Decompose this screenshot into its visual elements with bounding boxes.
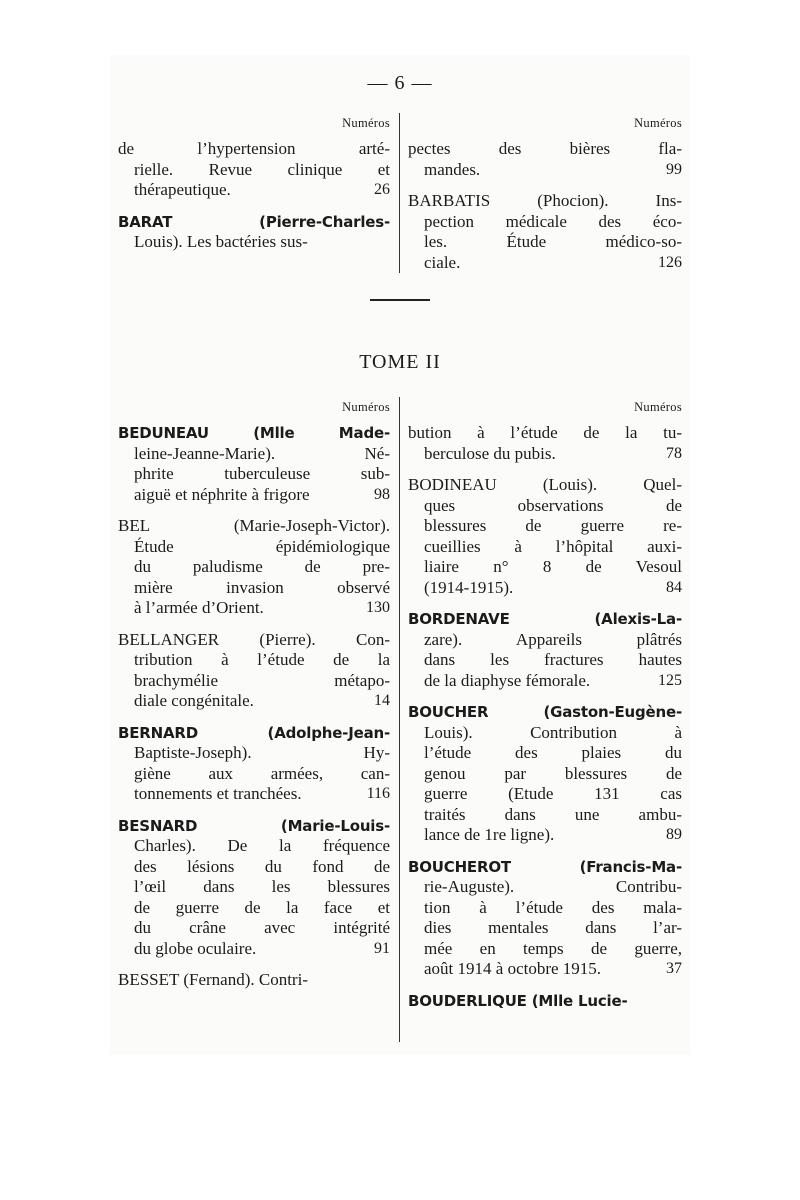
entry-number: 91 [374,939,390,957]
entry-line: les. Étude médico-so- [424,232,682,251]
index-entry [408,423,682,464]
entry-line: BARAT (Pierre-Charles- [118,212,390,231]
entry-line: mée en temps de guerre, [424,938,682,958]
entry-line: du globe oculaire. [134,938,257,958]
entry-line: ques observations de [424,495,682,515]
entry-line: l’étude des plaies du [424,743,682,762]
entry-line: mandes. [424,159,481,179]
entry-line: dies mentales dans l’ar- [424,918,682,937]
index-entry [408,139,682,180]
entry-line: aiguë et néphrite à frigore [134,484,310,504]
entry-line: du paludisme de pre- [134,557,390,576]
index-entry [408,191,682,273]
entry-line: BORDENAVE (Alexis-La- [408,610,682,628]
entry-number: 99 [666,160,682,178]
column-header: Numéros [634,116,682,130]
index-entry [408,475,682,598]
entry-line: guerre (Etude 131 cas [424,784,682,803]
entry-number: 26 [374,181,390,198]
entry-line: de la diaphyse fémorale. [424,670,591,690]
index-entry [118,423,390,505]
index-entry [408,702,682,846]
entry-line: BARBATIS (Phocion). Ins- [408,191,682,210]
entry-line: pectes des bières fla- [408,139,682,158]
right-column-top [408,113,682,273]
entry-line: (1914-1915). [424,577,514,597]
entry-line: giène aux armées, can- [134,763,390,783]
index-entry [118,816,390,960]
column-header: Numéros [342,400,390,414]
entry-line: BEDUNEAU (Mlle Made- [118,424,390,442]
entry-number: 78 [666,444,682,462]
index-entry [408,609,682,691]
left-column-bottom [118,397,390,991]
entry-number: 98 [374,485,390,503]
entry-line: blessures de guerre re- [424,516,682,535]
index-entry [118,630,390,712]
entry-line: BESSET (Fernand). Contri- [118,970,308,989]
entry-line: Baptiste-Joseph). Hy- [134,743,390,762]
entry-line: l’œil dans les blessures [134,877,390,896]
entry-line: Charles). De la fréquence [134,836,390,855]
entry-line: leine-Jeanne-Marie). Né- [134,443,390,463]
entry-line: BELLANGER (Pierre). Con- [118,629,390,649]
right-column-bottom [408,397,682,1011]
entry-line: Louis). Les bactéries sus- [134,232,308,251]
entry-line: août 1914 à octobre 1915. [424,959,602,978]
column-header: Numéros [634,400,682,414]
column-divider [399,113,400,273]
entry-line: liaire n° 8 de Vesoul [424,557,682,576]
entry-number: 130 [366,599,390,616]
tome-title: TOME II [359,351,441,373]
entry-line: lance de 1re ligne). [424,825,555,844]
entry-line: berculose du pubis. [424,443,556,463]
column-header: Numéros [342,116,390,130]
entry-number: 84 [666,578,682,596]
index-entry [118,212,390,253]
entry-line: ciale. [424,252,461,272]
entry-number: 37 [666,960,682,977]
entry-number: 116 [366,785,390,802]
index-entry [408,991,682,1012]
entry-line: traités dans une ambu- [424,804,682,824]
section-rule [370,299,430,301]
column-divider [399,397,400,1042]
entry-line: mière invasion observé [134,577,390,597]
entry-line: genou par blessures de [424,763,682,783]
entry-line: Louis). Contribution à [424,722,682,742]
entry-line: BOUDERLIQUE (Mlle Lucie- [408,991,628,1010]
index-entry [408,857,682,980]
entry-line: BOUCHER (Gaston-Eugène- [408,703,682,721]
entry-line: du crâne avec intégrité [134,918,390,937]
entry-line: tion à l’étude des mala- [424,897,682,917]
document-page [110,55,690,1055]
entry-line: de l’hypertension arté- [118,139,390,158]
index-entry [118,516,390,619]
page-number: — 6 — [367,72,433,94]
entry-line: à l’armée d’Orient. [134,598,264,617]
entry-number: 126 [658,253,682,271]
entry-line: dans les fractures hautes [424,650,682,669]
entry-line: pection médicale des éco- [424,211,682,231]
entry-line: thérapeutique. [134,180,231,199]
entry-line: diale congénitale. [134,691,254,710]
entry-line: de guerre de la face et [134,897,390,917]
entry-line: phrite tuberculeuse sub- [134,464,390,483]
entry-line: rie-Auguste). Contribu- [424,877,682,896]
entry-line: BEL (Marie-Joseph-Victor). [118,516,390,535]
entry-line: tribution à l’étude de la [134,650,390,669]
entry-line: Étude épidémiologique [134,536,390,556]
entry-line: des lésions du fond de [134,856,390,876]
entry-number: 89 [666,826,682,843]
entry-line: BOUCHEROT (Francis-Ma- [408,857,682,876]
left-column-top [118,113,390,253]
index-entry [118,139,390,201]
entry-line: rielle. Revue clinique et [134,159,390,179]
entry-line: BERNARD (Adolphe-Jean- [118,723,390,742]
entry-line: BESNARD (Marie-Louis- [118,816,390,835]
entry-line: BODINEAU (Louis). Quel- [408,475,682,494]
entry-line: brachymélie métapo- [134,670,390,690]
entry-line: zare). Appareils plâtrés [424,629,682,649]
entry-line: tonnements et tranchées. [134,784,302,803]
entry-line: bution à l’étude de la tu- [408,423,682,442]
entry-line: cueillies à l’hôpital auxi- [424,536,682,556]
index-entry [118,970,390,991]
entry-number: 14 [374,692,390,709]
entry-number: 125 [658,671,682,689]
index-entry [118,723,390,805]
